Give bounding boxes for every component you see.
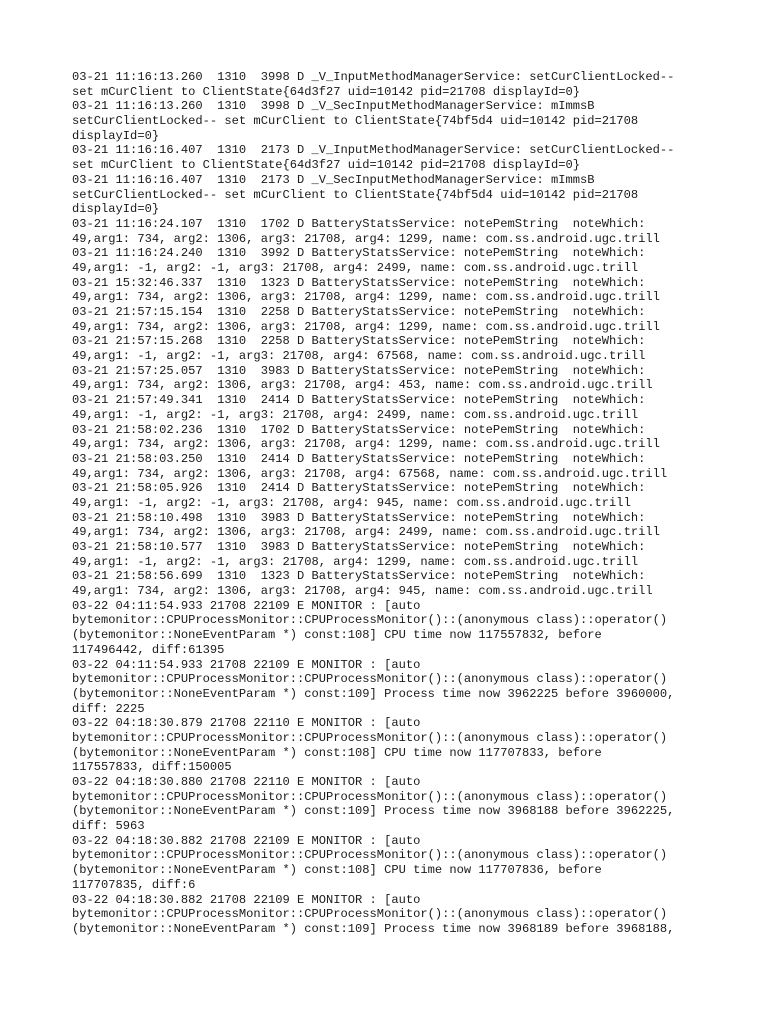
log-line: 49,arg1: 734, arg2: 1306, arg3: 21708, arg4: 945, name: com.ss.android.ugc.trill	[72, 584, 653, 599]
log-line: 49,arg1: -1, arg2: -1, arg3: 21708, arg4: 67568, name: com.ss.android.ugc.trill	[72, 349, 646, 364]
log-line: 49,arg1: 734, arg2: 1306, arg3: 21708, arg4: 1299, name: com.ss.android.ugc.trill	[72, 290, 660, 305]
log-line: set mCurClient to ClientState{64d3f27 uid=10142 pid=21708 displayId=0}	[72, 84, 581, 99]
log-line: 03-21 21:57:15.154 1310 2258 D BatteryStatsService: notePemString noteWhich:	[72, 305, 646, 319]
log-line: (bytemonitor::NoneEventParam *) const:108] CPU time now 117557832, before	[72, 628, 602, 643]
log-line: diff: 2225	[72, 701, 145, 716]
log-line: 117496442, diff:61395	[72, 642, 225, 657]
log-line: (bytemonitor::NoneEventParam *) const:109] Process time now 3968189 before 3968188,	[72, 921, 675, 936]
log-line: setCurClientLocked-- set mCurClient to ClientState{74bf5d4 uid=10142 pid=21708	[72, 114, 639, 129]
log-line: 03-21 11:16:16.407 1310 2173 D _V_InputMethodManagerService: setCurClientLocked--	[72, 143, 675, 158]
log-line: (bytemonitor::NoneEventParam *) const:108] CPU time now 117707836, before	[72, 863, 602, 878]
log-line: 03-21 21:57:25.057 1310 3983 D BatteryStatsService: notePemString noteWhich:	[72, 363, 646, 378]
log-text-body	[72, 70, 732, 937]
log-line: 49,arg1: -1, arg2: -1, arg3: 21708, arg4: 945, name: com.ss.android.ugc.trill	[72, 495, 631, 510]
log-line: 49,arg1: -1, arg2: -1, arg3: 21708, arg4: 1299, name: com.ss.android.ugc.trill	[72, 554, 639, 569]
log-line: 03-21 15:32:46.337 1310 1323 D BatteryStatsService: notePemString noteWhich:	[72, 275, 646, 290]
log-line: 03-22 04:11:54.933 21708 22109 E MONITOR : [auto	[72, 598, 421, 613]
log-line: bytemonitor::CPUProcessMonitor::CPUProcessMonitor()::(anonymous class)::operator()	[72, 907, 668, 922]
log-line: setCurClientLocked-- set mCurClient to ClientState{74bf5d4 uid=10142 pid=21708	[72, 187, 639, 202]
log-line: 49,arg1: 734, arg2: 1306, arg3: 21708, arg4: 453, name: com.ss.android.ugc.trill	[72, 378, 653, 393]
log-line: 03-21 11:16:24.240 1310 3992 D BatteryStatsService: notePemString noteWhich:	[72, 246, 646, 261]
log-line: 03-22 04:18:30.882 21708 22109 E MONITOR : [auto	[72, 833, 421, 848]
log-line: 49,arg1: 734, arg2: 1306, arg3: 21708, arg4: 1299, name: com.ss.android.ugc.trill	[72, 319, 660, 334]
log-line: 117557833, diff:150005	[72, 760, 232, 775]
log-line: 03-21 21:58:10.498 1310 3983 D BatteryStatsService: notePemString noteWhich:	[72, 510, 646, 525]
log-line: bytemonitor::CPUProcessMonitor::CPUProcessMonitor()::(anonymous class)::operator()	[72, 730, 668, 745]
log-line: displayId=0}	[72, 202, 160, 217]
log-line: 03-21 11:16:13.260 1310 3998 D _V_InputMethodManagerService: setCurClientLocked--	[72, 70, 675, 84]
log-line: 03-21 21:58:02.236 1310 1702 D BatteryStatsService: notePemString noteWhich:	[72, 422, 646, 437]
log-line: 03-21 21:58:05.926 1310 2414 D BatteryStatsService: notePemString noteWhich:	[72, 481, 646, 496]
log-line: 03-21 21:58:10.577 1310 3983 D BatteryStatsService: notePemString noteWhich:	[72, 540, 646, 554]
log-line: 49,arg1: 734, arg2: 1306, arg3: 21708, arg4: 2499, name: com.ss.android.ugc.trill	[72, 525, 660, 540]
log-line: 03-21 21:57:15.268 1310 2258 D BatteryStatsService: notePemString noteWhich:	[72, 334, 646, 349]
log-line: 03-22 04:18:30.879 21708 22110 E MONITOR : [auto	[72, 716, 421, 731]
log-line: 03-21 11:16:16.407 1310 2173 D _V_SecInputMethodManagerService: mImmsB	[72, 172, 595, 187]
log-line: 03-21 21:57:49.341 1310 2414 D BatteryStatsService: notePemString noteWhich:	[72, 393, 646, 408]
log-line: 49,arg1: -1, arg2: -1, arg3: 21708, arg4: 2499, name: com.ss.android.ugc.trill	[72, 260, 639, 275]
log-line: diff: 5963	[72, 819, 145, 834]
log-line: set mCurClient to ClientState{64d3f27 uid=10142 pid=21708 displayId=0}	[72, 158, 581, 173]
log-line: 03-21 21:58:03.250 1310 2414 D BatteryStatsService: notePemString noteWhich:	[72, 451, 646, 466]
log-line: bytemonitor::CPUProcessMonitor::CPUProcessMonitor()::(anonymous class)::operator()	[72, 848, 668, 863]
log-line: bytemonitor::CPUProcessMonitor::CPUProcessMonitor()::(anonymous class)::operator()	[72, 672, 668, 687]
log-line: 03-22 04:11:54.933 21708 22109 E MONITOR : [auto	[72, 657, 421, 672]
log-line: 49,arg1: 734, arg2: 1306, arg3: 21708, arg4: 67568, name: com.ss.android.ugc.trill	[72, 466, 668, 481]
log-line: 49,arg1: 734, arg2: 1306, arg3: 21708, arg4: 1299, name: com.ss.android.ugc.trill	[72, 231, 660, 246]
log-line: 03-22 04:18:30.882 21708 22109 E MONITOR : [auto	[72, 892, 421, 907]
log-line: 49,arg1: 734, arg2: 1306, arg3: 21708, arg4: 1299, name: com.ss.android.ugc.trill	[72, 437, 660, 452]
log-line: 03-21 21:58:56.699 1310 1323 D BatteryStatsService: notePemString noteWhich:	[72, 569, 646, 584]
log-line: 49,arg1: -1, arg2: -1, arg3: 21708, arg4: 2499, name: com.ss.android.ugc.trill	[72, 407, 639, 422]
log-line: displayId=0}	[72, 128, 160, 143]
log-line: (bytemonitor::NoneEventParam *) const:108] CPU time now 117707833, before	[72, 745, 602, 760]
log-line: (bytemonitor::NoneEventParam *) const:109] Process time now 3962225 before 3960000,	[72, 686, 675, 701]
log-line: 03-21 11:16:24.107 1310 1702 D BatteryStatsService: notePemString noteWhich:	[72, 216, 646, 231]
log-line: 03-22 04:18:30.880 21708 22110 E MONITOR : [auto	[72, 775, 421, 789]
log-line: (bytemonitor::NoneEventParam *) const:109] Process time now 3968188 before 3962225,	[72, 804, 675, 819]
log-line: bytemonitor::CPUProcessMonitor::CPUProcessMonitor()::(anonymous class)::operator()	[72, 789, 668, 804]
log-line: bytemonitor::CPUProcessMonitor::CPUProcessMonitor()::(anonymous class)::operator()	[72, 613, 668, 628]
log-line: 03-21 11:16:13.260 1310 3998 D _V_SecInputMethodManagerService: mImmsB	[72, 99, 595, 114]
log-line: 117707835, diff:6	[72, 877, 196, 892]
